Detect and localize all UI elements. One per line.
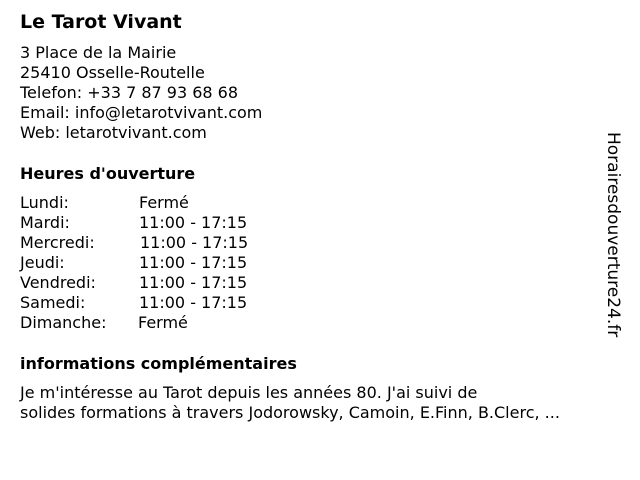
- info-line: solides formations à travers Jodorowsky, Camoin, E.Finn, B.Clerc, ...: [20, 403, 560, 422]
- phone-number: Telefon: +33 7 87 93 68 68: [20, 83, 239, 102]
- address-city: 25410 Osselle-Routelle: [20, 63, 205, 82]
- day-hours: 11:00 - 17:15: [139, 273, 248, 292]
- website: Web: letarotvivant.com: [20, 123, 207, 142]
- hours-row-friday: [20, 273, 320, 293]
- business-name: Le Tarot Vivant: [20, 11, 182, 33]
- day-label: Jeudi:: [20, 253, 65, 272]
- contact-block: [20, 43, 262, 143]
- day-hours: 11:00 - 17:15: [139, 213, 248, 232]
- day-label: Vendredi:: [20, 273, 96, 292]
- day-label: Mercredi:: [20, 233, 95, 252]
- hours-row-wednesday: [20, 233, 320, 253]
- email-address: Email: info@letarotvivant.com: [20, 103, 263, 122]
- address-street: 3 Place de la Mairie: [20, 43, 177, 62]
- opening-hours-table: [20, 193, 320, 333]
- hours-row-tuesday: [20, 213, 320, 233]
- day-hours: Fermé: [138, 313, 188, 332]
- day-label: Lundi:: [20, 193, 69, 212]
- day-label: Dimanche:: [20, 313, 107, 332]
- hours-row-saturday: [20, 293, 320, 313]
- opening-hours-heading: Heures d'ouverture: [20, 164, 196, 183]
- day-hours: 11:00 - 17:15: [140, 233, 249, 252]
- day-label: Samedi:: [20, 293, 86, 312]
- info-line: Je m'intéresse au Tarot depuis les années 80. J'ai suivi de: [20, 383, 478, 402]
- day-hours: 11:00 - 17:15: [139, 293, 248, 312]
- day-hours: 11:00 - 17:15: [139, 253, 248, 272]
- day-label: Mardi:: [20, 213, 70, 232]
- hours-row-monday: [20, 193, 320, 213]
- additional-info-heading: informations complémentaires: [20, 354, 297, 373]
- additional-info-text: [20, 383, 560, 423]
- site-watermark: Horairesdouverture24.fr: [603, 132, 623, 338]
- day-hours: Fermé: [139, 193, 189, 212]
- hours-row-sunday: [20, 313, 320, 333]
- hours-row-thursday: [20, 253, 320, 273]
